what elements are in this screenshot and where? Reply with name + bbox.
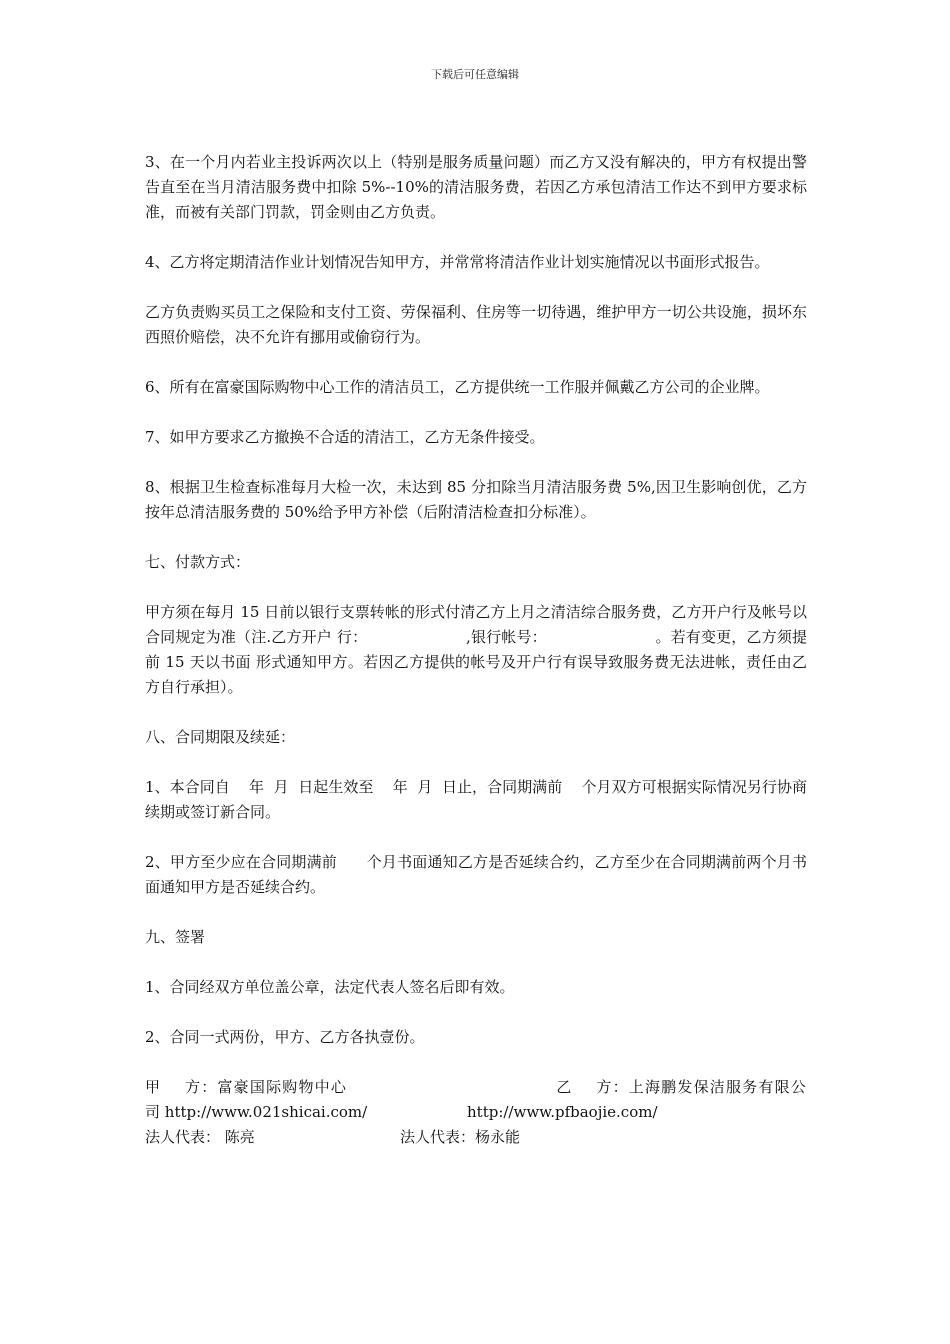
paragraph-clause-6: 6、所有在富豪国际购物中心工作的清洁员工，乙方提供统一工作服并佩戴乙方公司的企业牌。 — [145, 378, 770, 396]
party-b-rep: 法人代表：杨永能 — [400, 1128, 521, 1146]
signature-reps-row — [145, 1125, 807, 1150]
paragraph-clause-7: 7、如甲方要求乙方撤换不合适的清洁工，乙方无条件接受。 — [145, 428, 545, 446]
party-b-url: http://www.pfbaojie.com/ — [467, 1103, 658, 1121]
party-b-name: 乙 方：上海鹏发保洁服务有限公 — [556, 1078, 807, 1096]
paragraph-clause-5: 乙方负责购买员工之保险和支付工资、劳保福利、住房等一切待遇，维护甲方一切公共设施，损坏东西照价赔偿，决不允许有挪用或偷窃行为。 — [145, 303, 807, 346]
paragraph-clause-4: 4、乙方将定期清洁作业计划情况告知甲方，并常常将清洁作业计划实施情况以书面形式报告。 — [145, 253, 770, 271]
document-body — [145, 150, 807, 1150]
signature-block — [145, 1075, 807, 1150]
party-a-rep: 法人代表： 陈亮 — [145, 1128, 255, 1146]
party-a-url-cell — [145, 1100, 467, 1125]
party-a-name: 甲 方：富豪国际购物中心 — [145, 1078, 348, 1096]
paragraph-signing-1: 1、合同经双方单位盖公章，法定代表人签名后即有效。 — [145, 978, 515, 996]
party-a-url: http://www.021shicai.com/ — [164, 1103, 368, 1121]
paragraph-clause-3: 3、在一个月内若业主投诉两次以上（特别是服务质量问题）而乙方又没有解决的，甲方有权提出警告直至在当月清洁服务费中扣除 5%--10%的清洁服务费，若因乙方承包清洁工作达不到甲方要求标准，而被有关部门罚款，罚金则由乙方负责。 — [145, 153, 807, 221]
section-heading-payment: 七、付款方式： — [145, 553, 251, 571]
paragraph-term-1: 1、本合同自 年 月 日起生效至 年 月 日止，合同期满前 个月双方可根据实际情况另行协商续期或签订新合同。 — [145, 778, 807, 821]
page-header: 下载后可任意编辑 — [431, 68, 519, 81]
signature-urls-row — [145, 1100, 807, 1125]
section-heading-term: 八、合同期限及续延： — [145, 728, 296, 746]
signature-parties-row — [145, 1075, 807, 1100]
paragraph-term-2: 2、甲方至少应在合同期满前 个月书面通知乙方是否延续合约，乙方至少在合同期满前两个月书面通知甲方是否延续合约。 — [145, 853, 807, 896]
paragraph-clause-8: 8、根据卫生检查标准每月大检一次，未达到 85 分扣除当月清洁服务费 5%,因卫生影响创优，乙方按年总清洁服务费的 50%给予甲方补偿（后附清洁检查扣分标准）。 — [145, 478, 807, 521]
party-b-name-tail: 司 — [145, 1103, 161, 1121]
paragraph-signing-2: 2、合同一式两份，甲方、乙方各执壹份。 — [145, 1028, 425, 1046]
paragraph-payment: 甲方须在每月 15 日前以银行支票转帐的形式付清乙方上月之清洁综合服务费，乙方开户行及帐号以合同规定为准（注.乙方开户 行： ,银行帐号： 。若有变更，乙方须提前 15 天以书面 形式通知甲方。若因乙方提供的帐号及开户行有误导致服务费无法进帐，责任由乙方自行承担）。 — [145, 603, 807, 696]
section-heading-signing: 九、签署 — [145, 928, 206, 946]
